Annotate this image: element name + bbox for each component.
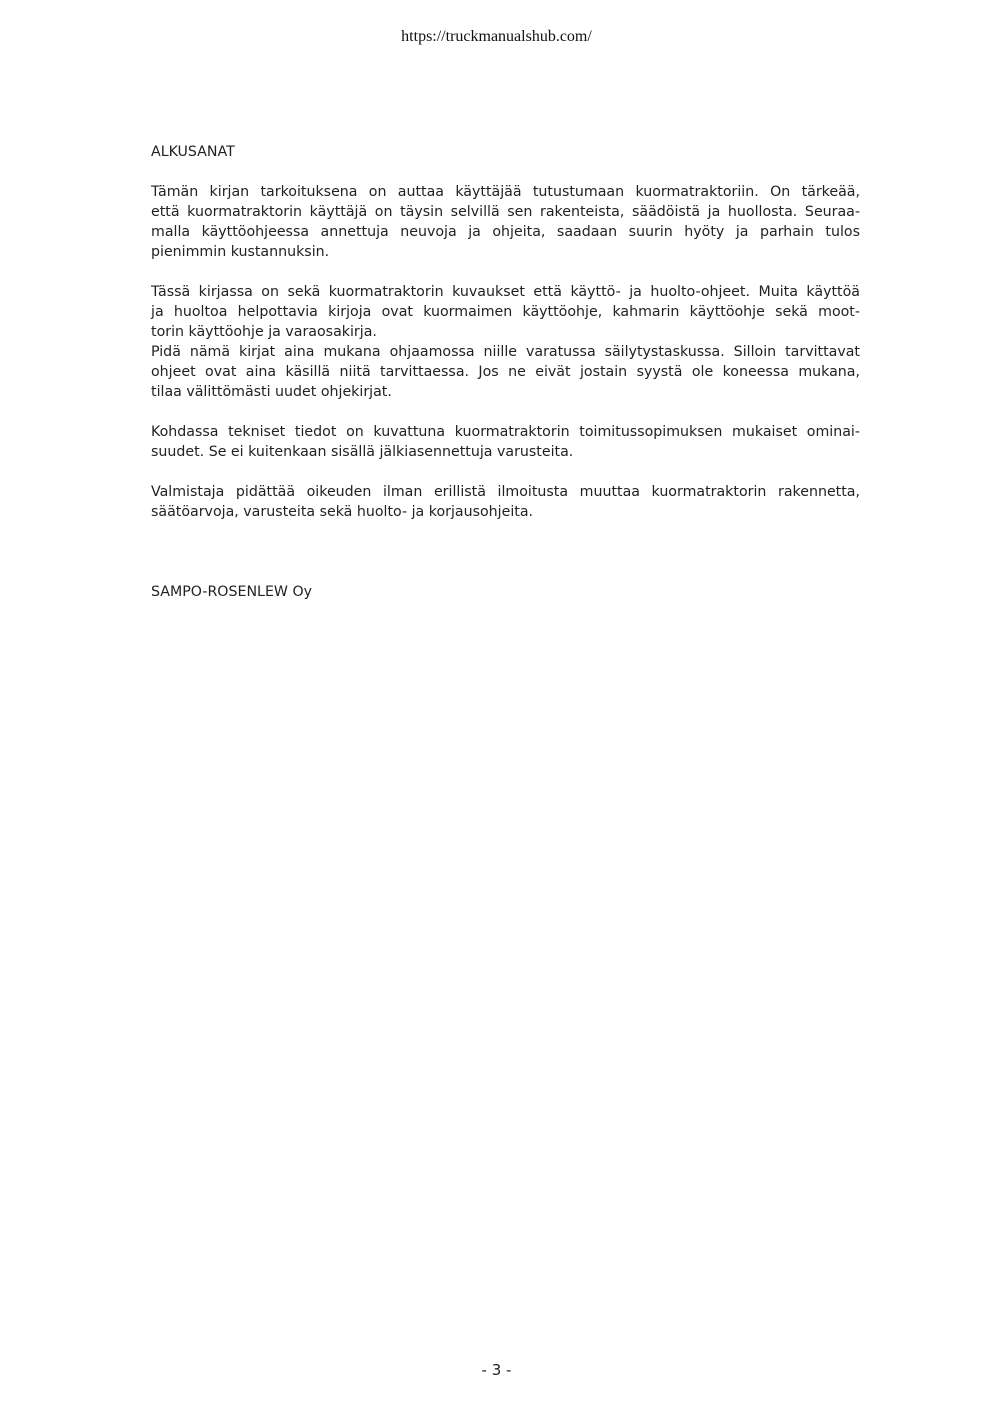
signature: SAMPO-ROSENLEW Oy xyxy=(151,584,313,600)
text-line: malla käyttöohjeessa annettuja neuvoja ja ohjeita, saadaan suurin hyöty ja parhain tulos xyxy=(151,224,860,240)
page-title: ALKUSANAT xyxy=(151,144,235,160)
paragraph-intro xyxy=(151,182,860,262)
text-line: Tämän kirjan tarkoituksena on auttaa käyttäjää tutustumaan kuormatraktoriin. On tärkeää, xyxy=(151,184,860,200)
paragraph-books xyxy=(151,282,860,342)
document-body xyxy=(151,142,860,602)
text-line: että kuormatraktorin käyttäjä on täysin selvillä sen rakenteista, säädöistä ja huollosta. Seuraa- xyxy=(151,204,860,220)
text-line: tilaa välittömästi uudet ohjekirjat. xyxy=(151,384,392,400)
paragraph-rights xyxy=(151,482,860,522)
header-url: https://truckmanualshub.com/ xyxy=(401,28,592,45)
text-line: Kohdassa tekniset tiedot on kuvattuna kuormatraktorin toimitussopimuksen mukaiset ominai- xyxy=(151,424,860,440)
text-line: säätöarvoja, varusteita sekä huolto- ja korjausohjeita. xyxy=(151,504,534,520)
text-line: suudet. Se ei kuitenkaan sisällä jälkiasennettuja varusteita. xyxy=(151,444,574,460)
text-line: Pidä nämä kirjat aina mukana ohjaamossa niille varatussa säilytystaskussa. Silloin tarvittavat xyxy=(151,344,860,360)
text-line: torin käyttöohje ja varaosakirja. xyxy=(151,324,377,340)
text-line: ja huoltoa helpottavia kirjoja ovat kuormaimen käyttöohje, kahmarin käyttöohje sekä moot- xyxy=(151,304,860,320)
paragraph-storage xyxy=(151,342,860,402)
page-number: - 3 - xyxy=(481,1361,512,1379)
text-line: Valmistaja pidättää oikeuden ilman erillistä ilmoitusta muuttaa kuormatraktorin rakennetta, xyxy=(151,484,860,500)
text-line: Tässä kirjassa on sekä kuormatraktorin kuvaukset että käyttö- ja huolto-ohjeet. Muita käyttöä xyxy=(151,284,860,300)
text-line: pienimmin kustannuksin. xyxy=(151,244,330,260)
text-line: ohjeet ovat aina käsillä niitä tarvittaessa. Jos ne eivät jostain syystä ole koneessa mukana, xyxy=(151,364,860,380)
paragraph-specs xyxy=(151,422,860,462)
